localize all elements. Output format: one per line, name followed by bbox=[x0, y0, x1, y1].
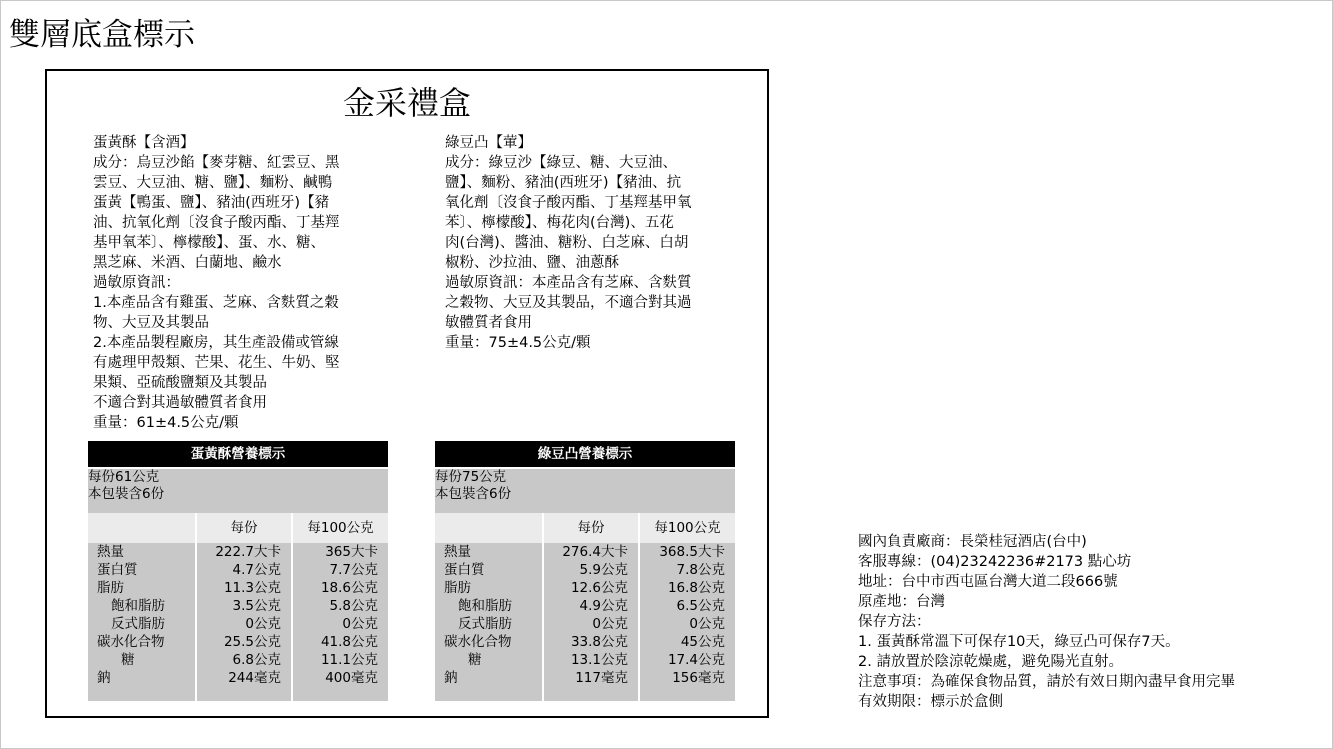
nutrient-value: 33.8公克 bbox=[570, 634, 628, 650]
text-line: 成分：烏豆沙餡【麥芽糖、紅雲豆、黑 bbox=[93, 155, 340, 171]
nutrient-value: 222.7大卡 bbox=[215, 544, 281, 560]
text-line: 黑芝麻、米酒、白蘭地、鹼水 bbox=[93, 255, 282, 271]
serving-size: 每份61公克 bbox=[88, 469, 160, 485]
nutrient-label: 糖 bbox=[468, 652, 482, 668]
text-line: 蛋黃【鴨蛋、鹽】、豬油(西班牙)【豬 bbox=[93, 195, 330, 211]
text-line: 敏體質者食用 bbox=[445, 315, 532, 331]
nutrition-title: 蛋黃酥營養標示 bbox=[88, 441, 388, 467]
nutrient-value: 45公克 bbox=[680, 634, 725, 650]
nutrient-label: 蛋白質 bbox=[444, 562, 485, 578]
nutrition-title: 綠豆凸營養標示 bbox=[435, 441, 735, 467]
per-serving-values bbox=[196, 543, 292, 701]
info-line: 地址：台中市西屯區台灣大道二段666號 bbox=[858, 574, 1118, 590]
text-line: 之穀物、大豆及其製品，不適合對其過 bbox=[445, 295, 692, 311]
per-serving-values bbox=[543, 543, 639, 701]
info-line: 2. 請放置於陰涼乾燥處，避免陽光直射。 bbox=[858, 654, 1123, 670]
text-line: 肉(台灣)、醬油、糖粉、白芝麻、白胡 bbox=[445, 235, 689, 251]
nutrient-value: 156毫克 bbox=[672, 670, 725, 686]
nutrient-value: 6.8公克 bbox=[232, 652, 281, 668]
nutrient-value: 18.6公克 bbox=[320, 580, 378, 596]
servings-per-package: 本包裝含6份 bbox=[88, 486, 165, 502]
yolk-pastry-ingredients bbox=[93, 133, 340, 433]
nutrient-label: 脂肪 bbox=[97, 580, 124, 596]
nutrient-value: 13.1公克 bbox=[570, 652, 628, 668]
text-line: 重量：61±4.5公克/顆 bbox=[93, 415, 239, 431]
nutrient-value: 365大卡 bbox=[325, 544, 378, 560]
text-line: 雲豆、大豆油、糖、鹽】、麵粉、鹹鴨 bbox=[93, 175, 333, 191]
nutrient-label: 鈉 bbox=[444, 670, 458, 686]
nutrient-value: 12.6公克 bbox=[570, 580, 628, 596]
info-line: 國內負責廠商：長榮桂冠酒店(台中) bbox=[858, 534, 1087, 550]
nutrient-value: 17.4公克 bbox=[667, 652, 725, 668]
page-title: 雙層底盒標示 bbox=[9, 17, 195, 53]
per-100g-values bbox=[639, 543, 735, 701]
serving-info bbox=[88, 469, 388, 513]
nutrient-value: 0公克 bbox=[342, 616, 378, 632]
text-line: 椒粉、沙拉油、鹽、油蔥酥 bbox=[445, 255, 619, 271]
nutrient-label: 蛋白質 bbox=[97, 562, 138, 578]
servings-per-package: 本包裝含6份 bbox=[435, 486, 512, 502]
nutrient-label: 熱量 bbox=[97, 544, 124, 560]
text-line: 重量：75±4.5公克/顆 bbox=[445, 335, 591, 351]
nutrient-label: 鈉 bbox=[97, 670, 111, 686]
nutrient-labels bbox=[88, 543, 196, 701]
nutrient-value: 7.8公克 bbox=[676, 562, 725, 578]
nutrient-label: 熱量 bbox=[444, 544, 471, 560]
column-header-blank bbox=[88, 513, 196, 543]
nutrient-value: 7.7公克 bbox=[329, 562, 378, 578]
nutrient-labels bbox=[435, 543, 543, 701]
text-line: 蛋黃酥【含酒】 bbox=[93, 135, 195, 151]
nutrient-label: 脂肪 bbox=[444, 580, 471, 596]
nutrient-value: 0公克 bbox=[689, 616, 725, 632]
column-header-per-100g: 每100公克 bbox=[639, 513, 735, 543]
nutrient-value: 0公克 bbox=[245, 616, 281, 632]
nutrient-value: 41.8公克 bbox=[320, 634, 378, 650]
info-line: 保存方法： bbox=[858, 614, 931, 630]
text-line: 物、大豆及其製品 bbox=[93, 315, 209, 331]
nutrient-value: 368.5大卡 bbox=[659, 544, 725, 560]
text-line: 有處理甲殼類、芒果、花生、牛奶、堅 bbox=[93, 355, 340, 371]
manufacturer-info bbox=[858, 532, 1235, 712]
nutrient-value: 11.1公克 bbox=[320, 652, 378, 668]
text-line: 過敏原資訊：本產品含有芝麻、含麩質 bbox=[445, 275, 692, 291]
text-line: 綠豆凸【葷】 bbox=[445, 135, 532, 151]
per-100g-values bbox=[292, 543, 388, 701]
text-line: 苯〕、檸檬酸】、梅花肉(台灣)、五花 bbox=[445, 215, 674, 231]
text-line: 氧化劑〔沒食子酸丙酯、丁基羥基甲氧 bbox=[445, 195, 692, 211]
nutrient-value: 117毫克 bbox=[575, 670, 628, 686]
text-line: 油、抗氧化劑〔沒食子酸丙酯、丁基羥 bbox=[93, 215, 340, 231]
nutrient-value: 6.5公克 bbox=[676, 598, 725, 614]
column-header-blank bbox=[435, 513, 543, 543]
mung-bean-pastry-ingredients bbox=[445, 133, 692, 353]
nutrient-value: 0公克 bbox=[592, 616, 628, 632]
label-box bbox=[45, 69, 769, 718]
serving-info bbox=[435, 469, 735, 513]
nutrient-label: 飽和脂肪 bbox=[458, 598, 512, 614]
nutrient-value: 11.3公克 bbox=[223, 580, 281, 596]
nutrient-label: 飽和脂肪 bbox=[111, 598, 165, 614]
text-line: 2.本產品製程廠房，其生產設備或管線 bbox=[93, 335, 339, 351]
info-line: 有效期限：標示於盒側 bbox=[858, 694, 1003, 710]
info-line: 原產地：台灣 bbox=[858, 594, 945, 610]
nutrient-value: 3.5公克 bbox=[232, 598, 281, 614]
text-line: 鹽】、麵粉、豬油(西班牙)【豬油、抗 bbox=[445, 175, 682, 191]
text-line: 過敏原資訊： bbox=[93, 275, 180, 291]
text-line: 不適合對其過敏體質者食用 bbox=[93, 395, 267, 411]
nutrient-value: 5.8公克 bbox=[329, 598, 378, 614]
info-line: 客服專線：(04)23242236#2173 點心坊 bbox=[858, 554, 1132, 570]
box-title: 金采禮盒 bbox=[342, 84, 471, 122]
nutrient-value: 16.8公克 bbox=[667, 580, 725, 596]
info-line: 注意事項：為確保食物品質，請於有效日期內盡早食用完畢 bbox=[858, 674, 1235, 690]
text-line: 成分：綠豆沙【綠豆、糖、大豆油、 bbox=[445, 155, 677, 171]
nutrient-value: 4.7公克 bbox=[232, 562, 281, 578]
nutrient-label: 反式脂肪 bbox=[111, 616, 165, 632]
nutrient-value: 244毫克 bbox=[228, 670, 281, 686]
column-header-per-serving: 每份 bbox=[543, 513, 639, 543]
nutrient-label: 糖 bbox=[121, 652, 135, 668]
text-line: 基甲氧苯〕、檸檬酸】、蛋、水、糖、 bbox=[93, 235, 325, 251]
text-line: 果類、亞硫酸鹽類及其製品 bbox=[93, 375, 267, 391]
nutrient-label: 反式脂肪 bbox=[458, 616, 512, 632]
nutrient-value: 5.9公克 bbox=[579, 562, 628, 578]
nutrition-table-mung-bean-pastry bbox=[435, 441, 735, 701]
nutrient-value: 400毫克 bbox=[325, 670, 378, 686]
nutrient-value: 4.9公克 bbox=[579, 598, 628, 614]
nutrient-label: 碳水化合物 bbox=[444, 634, 512, 650]
nutrient-value: 25.5公克 bbox=[223, 634, 281, 650]
nutrient-value: 276.4大卡 bbox=[562, 544, 628, 560]
info-line: 1. 蛋黃酥常溫下可保存10天，綠豆凸可保存7天。 bbox=[858, 634, 1180, 650]
serving-size: 每份75公克 bbox=[435, 469, 507, 485]
nutrient-label: 碳水化合物 bbox=[97, 634, 165, 650]
text-line: 1.本產品含有雞蛋、芝麻、含麩質之穀 bbox=[93, 295, 339, 311]
column-header-per-serving: 每份 bbox=[196, 513, 292, 543]
column-header-per-100g: 每100公克 bbox=[292, 513, 388, 543]
nutrition-table-yolk-pastry bbox=[88, 441, 388, 701]
